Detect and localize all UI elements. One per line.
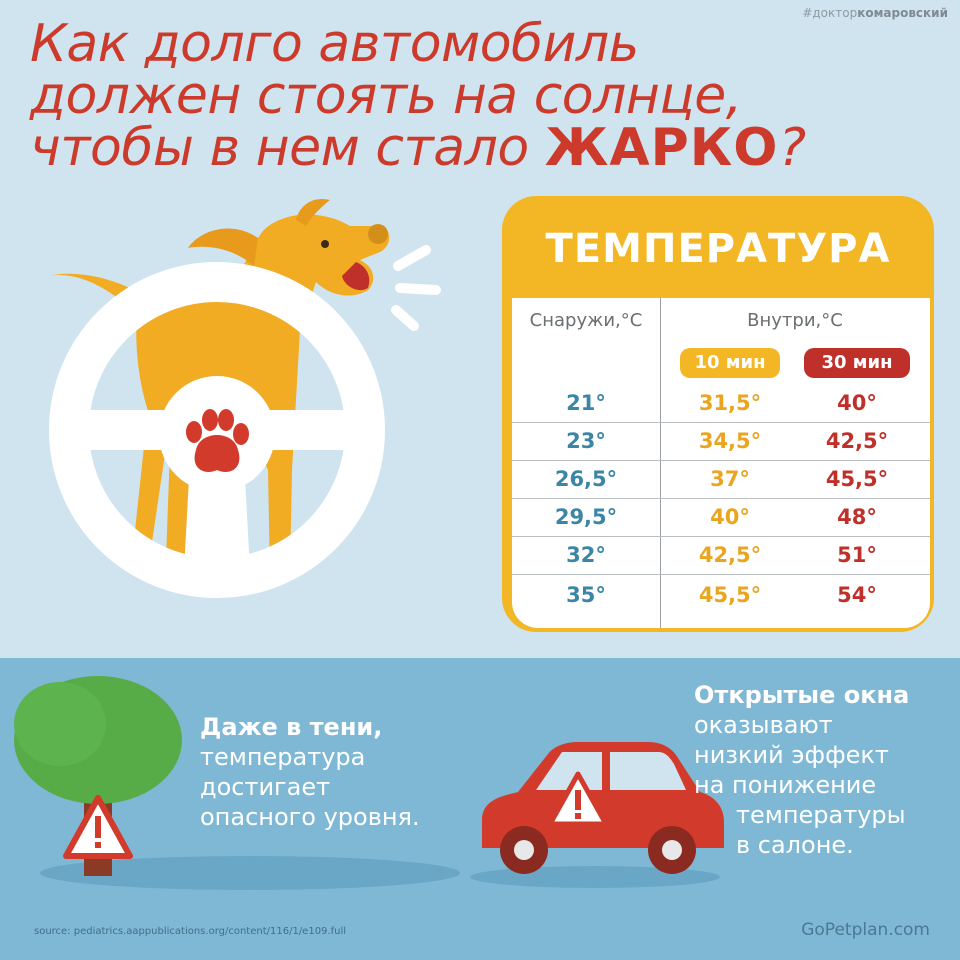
panel-heading: ТЕМПЕРАТУРА xyxy=(545,226,891,272)
title-line-3: чтобы в нем стало ЖАРКО? xyxy=(30,118,806,178)
pill-10-min: 10 мин xyxy=(680,348,780,378)
cell-10-min: 37° xyxy=(710,467,750,491)
title-line-1: Как долго автомобиль xyxy=(30,14,639,74)
cell-30-min: 42,5° xyxy=(825,429,889,453)
cell-outside: 32° xyxy=(566,543,606,567)
cell-30-min: 45,5° xyxy=(825,467,889,491)
watermark: #докторкомаровский xyxy=(802,6,948,20)
cell-outside: 23° xyxy=(566,429,606,453)
cell-10-min: 45,5° xyxy=(698,583,762,607)
cell-10-min: 31,5° xyxy=(698,391,762,415)
title-hot-word: ЖАРКО xyxy=(544,118,779,178)
cell-10-min: 34,5° xyxy=(698,429,762,453)
cell-30-min: 51° xyxy=(837,543,877,567)
source-note: source: pediatrics.aappublications.org/content/116/1/e109.full xyxy=(34,926,347,937)
cell-outside: 21° xyxy=(566,391,606,415)
car-illustration xyxy=(462,730,732,880)
temperature-table xyxy=(512,298,930,628)
cell-10-min: 42,5° xyxy=(698,543,762,567)
warning-icon xyxy=(66,798,130,856)
row-divider xyxy=(512,574,930,575)
cell-outside: 35° xyxy=(566,583,606,607)
table-row xyxy=(512,422,930,460)
pill-30-min: 30 мин xyxy=(804,348,910,378)
header-outside: Снаружи,°С xyxy=(529,310,643,331)
table-row xyxy=(512,536,930,574)
header-inside: Внутри,°С xyxy=(747,310,843,331)
window-note: Открытые окна оказывают низкий эффект на понижение температуры в салоне. xyxy=(694,681,910,859)
cell-outside: 26,5° xyxy=(554,467,618,491)
table-row xyxy=(512,460,930,498)
shade-note-bold: Даже в тени, xyxy=(200,713,383,741)
cell-outside: 29,5° xyxy=(554,505,618,529)
dog-illustration xyxy=(0,0,500,650)
cell-30-min: 40° xyxy=(837,391,877,415)
cell-10-min: 40° xyxy=(710,505,750,529)
table-row xyxy=(512,384,930,422)
tree-illustration xyxy=(0,660,200,890)
cell-30-min: 54° xyxy=(837,583,877,607)
cell-30-min: 48° xyxy=(837,505,877,529)
table-row xyxy=(512,498,930,536)
brand-logo: GoPetplan.com xyxy=(801,920,930,940)
shade-note: Даже в тени, температура достигает опасного уровня. xyxy=(200,713,420,831)
title-line-2: должен стоять на солнце, xyxy=(30,66,742,126)
table-row xyxy=(512,576,930,614)
window-note-bold: Открытые окна xyxy=(694,681,910,709)
